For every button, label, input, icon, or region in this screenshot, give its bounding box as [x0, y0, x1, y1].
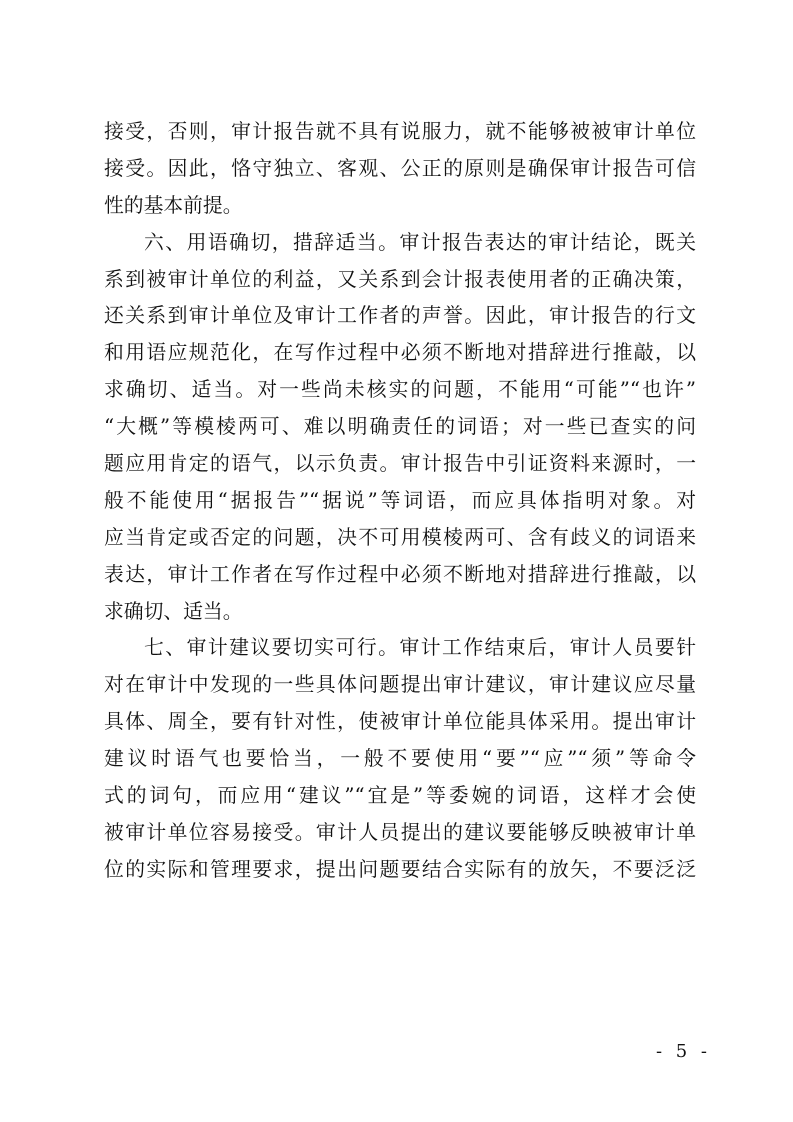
- text-line: 还关系到审计单位及审计工作者的声誉。因此，审计报告的行文: [104, 304, 696, 328]
- text-line: 系到被审计单位的利益，又关系到会计报表使用者的正确决策，: [104, 267, 696, 291]
- text-line: 接受，否则，审计报告就不具有说服力，就不能够被被审计单位: [104, 120, 696, 143]
- text-line: 题应用肯定的语气，以示负责。审计报告中引证资料来源时，一: [104, 452, 696, 476]
- text-line: 对在审计中发现的一些具体问题提出审计建议，审计建议应尽量: [104, 673, 696, 697]
- text-line: 六、用语确切，措辞适当。审计报告表达的审计结论，既关: [144, 230, 696, 254]
- text-line: 求确切、适当。对一些尚未核实的问题，不能用“可能”“也许”: [104, 378, 696, 402]
- text-line: “大概”等模棱两可、难以明确责任的词语；对一些已查实的问: [104, 415, 696, 439]
- text-line: 接受。因此，恪守独立、客观、公正的原则是确保审计报告可信: [104, 156, 696, 180]
- page-number: - 5 -: [655, 1041, 711, 1062]
- text-line: 被审计单位容易接受。审计人员提出的建议要能够反映被审计单: [104, 820, 696, 844]
- text-line: 表达，审计工作者在写作过程中必须不断地对措辞进行推敲，以: [104, 562, 696, 586]
- text-line: 应当肯定或否定的问题，决不可用模棱两可、含有歧义的词语来: [104, 525, 696, 549]
- text-line: 求确切、适当。: [104, 599, 243, 623]
- text-line: 和用语应规范化，在写作过程中必须不断地对措辞进行推敲，以: [104, 341, 696, 365]
- text-line: 具体、周全，要有针对性，使被审计单位能具体采用。提出审计: [104, 710, 696, 734]
- text-line: 般不能使用“据报告”“据说”等词语，而应具体指明对象。对: [104, 488, 696, 512]
- text-line: 式的词句，而应用“建议”“宜是”等委婉的词语，这样才会使: [104, 784, 696, 808]
- text-line: 建议时语气也要恰当，一般不要使用“要”“应”“须”等命令: [104, 747, 696, 771]
- body-text: [104, 114, 696, 889]
- text-line: 位的实际和管理要求，提出问题要结合实际有的放矢，不要泛泛: [104, 857, 696, 881]
- text-line: 七、审计建议要切实可行。审计工作结束后，审计人员要针: [144, 636, 696, 660]
- text-line: 性的基本前提。: [104, 193, 243, 217]
